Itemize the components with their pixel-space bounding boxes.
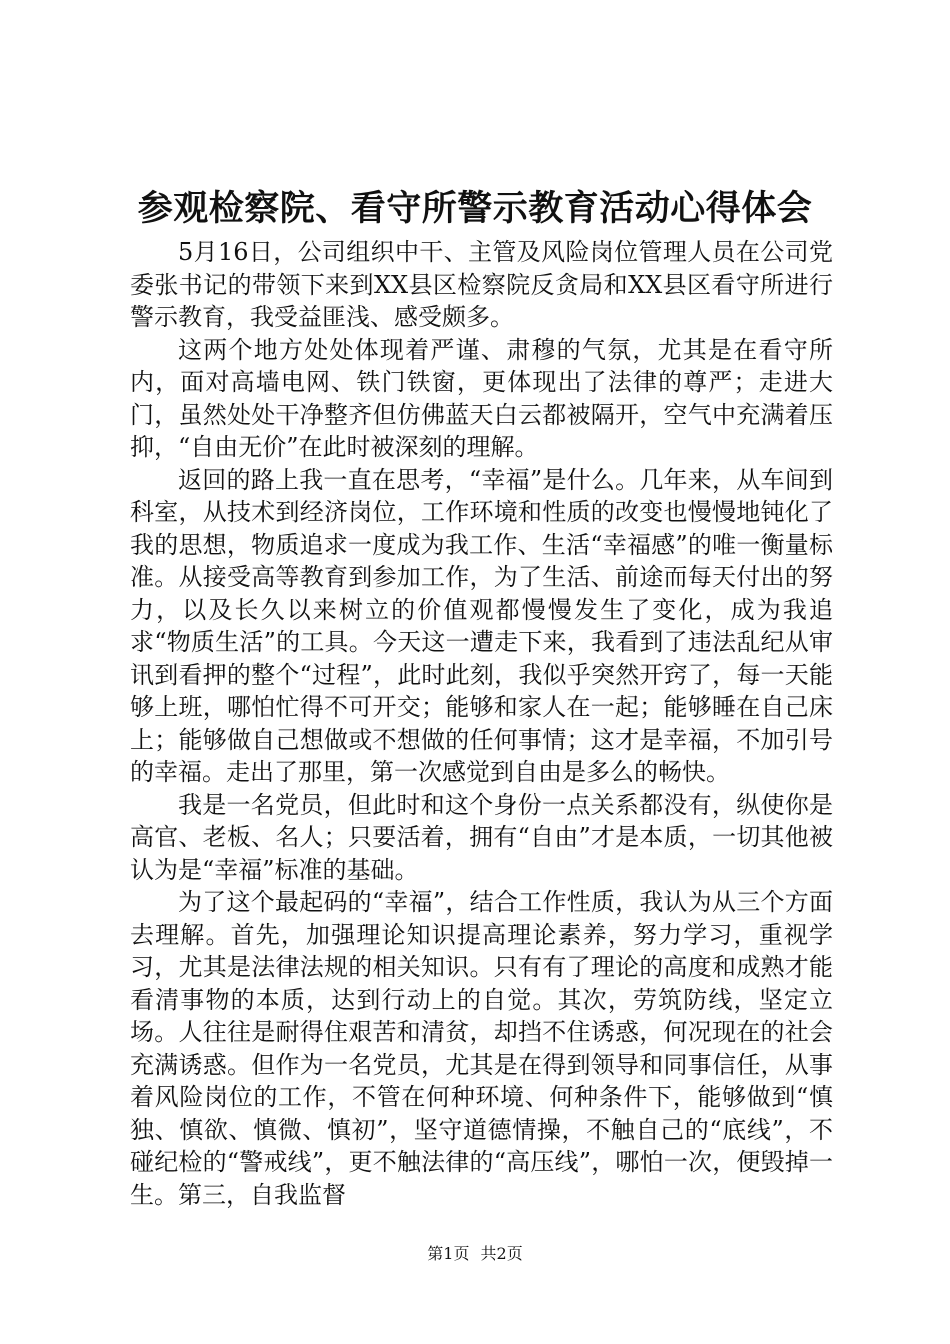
page-title: 参观检察院、看守所警示教育活动心得体会 — [137, 188, 813, 229]
page-footer — [0, 1244, 950, 1264]
paragraph-1: 5月16日，公司组织中干、主管及风险岗位管理人员在公司党委张书记的带领下来到XX县区检察院反贪局和XX县区看守所进行警示教育，我受益匪浅、感受颇多。 — [130, 238, 833, 331]
paragraph-4: 我是一名党员，但此时和这个身份一点关系都没有，纵使你是高官、老板、名人；只要活着，拥有“自由”才是本质，一切其他被认为是“幸福”标准的基础。 — [130, 790, 833, 884]
paragraph-2: 这两个地方处处体现着严谨、肃穆的气氛，尤其是在看守所内，面对高墙电网、铁门铁窗，更体现出了法律的尊严；走进大门，虽然处处干净整齐但仿佛蓝天白云都被隔开，空气中充满着压抑，“自由无价”在此时被深刻的理解。 — [130, 335, 833, 461]
paragraph-3: 返回的路上我一直在思考，“幸福”是什么。几年来，从车间到科室，从技术到经济岗位，工作环境和性质的改变也慢慢地钝化了我的思想，物质追求一度成为我工作、生活“幸福感”的唯一衡量标准。从接受高等教育到参加工作，为了生活、前途而每天付出的努力，以及长久以来树立的价值观都慢慢发生了变化，成为我追求“物质生活”的工具。今天这一遭走下来，我看到了违法乱纪从审讯到看押的整个“过程”，此时此刻，我似乎突然开窍了，每一天能够上班，哪怕忙得不可开交；能够和家人在一起；能够睡在自己床上；能够做自己想做或不想做的任何事情；这才是幸福，不加引号的幸福。走出了那里，第一次感觉到自由是多么的畅快。 — [130, 465, 833, 786]
paragraph-5: 为了这个最起码的“幸福”，结合工作性质，我认为从三个方面去理解。首先，加强理论知识提高理论素养，努力学习，重视学习，尤其是法律法规的相关知识。只有有了理论的高度和成熟才能看清事物的本质，达到行动上的自觉。其次，劳筑防线，坚定立场。人往往是耐得住艰苦和清贫，却挡不住诱惑，何况现在的社会充满诱惑。但作为一名党员，尤其是在得到领导和同事信任，从事着风险岗位的工作，不管在何种环境、何种条件下，能够做到“慎独、慎欲、慎微、慎初”，坚守道德情操，不触自己的“底线”，不碰纪检的“警戒线”，更不触法律的“高压线”，哪怕一次，便毁掉一生。第三，自我监督 — [130, 888, 833, 1209]
document-body — [130, 236, 833, 1211]
page-number: 第1页 — [427, 1244, 470, 1263]
page-total: 共2页 — [480, 1244, 523, 1263]
